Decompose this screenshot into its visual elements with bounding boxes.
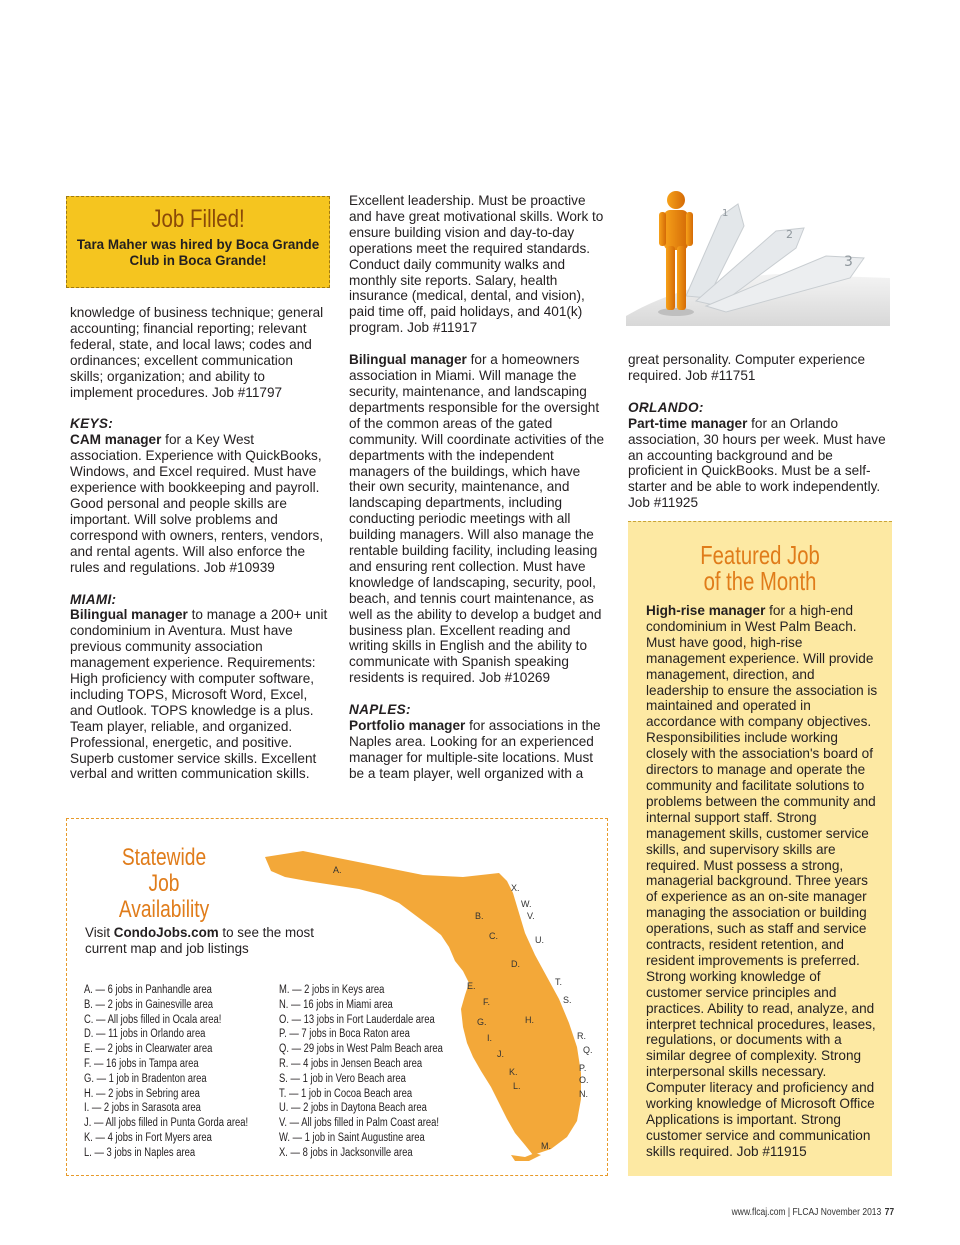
list-item: L. — 3 jobs in Naples area <box>84 1146 196 1159</box>
map-label: L. <box>513 1081 521 1091</box>
list-item: E. — 2 jobs in Clearwater area <box>84 1043 213 1056</box>
map-title-line1: Statewide Job <box>121 844 207 897</box>
list-item: T. — 1 job in Cocoa Beach area <box>279 1087 413 1100</box>
map-label: V. <box>527 911 535 921</box>
arrow-number-2: 2 <box>786 228 793 241</box>
map-label: P. <box>579 1063 587 1073</box>
list-item: S. — 1 job in Vero Beach area <box>279 1072 406 1085</box>
keys-job-title: CAM manager <box>70 432 162 448</box>
map-label: O. <box>579 1075 589 1085</box>
map-label: E. <box>467 981 476 991</box>
map-label: M. <box>541 1141 551 1151</box>
col1-intro: knowledge of business technique; general accounting; financial reporting; relevant federal, state, and local laws; codes and ordinances; excellent communication skills; organization; and ability to implement procedures. Job #11797 <box>70 305 324 400</box>
bilingual-job-title: Bilingual manager <box>349 352 467 368</box>
orlando-job-title: Part-time manager <box>628 415 748 431</box>
list-item: I. — 2 jobs in Sarasota area <box>84 1102 201 1115</box>
featured-job-text: for a high-end condominium in West Palm Beach. Must have good, high-rise management experience. Will provide management, direction, and leadership to ensure the association is maintained and operated in accordance with company objectives. Responsibilities include working closely with the association's board of directors to manage and operate the community and facilitate solutions to problems between the community and internal support staff. Strong management skills, customer service skills, and supervisory skills are required. Must possess a strong, managerial background. Three years of experience as an on-site manager managing the association or building operations, such as staff and service contracts, resident retention, and resident improvements is preferred. Strong working knowledge of customer service principles and practices. Ability to read, analyze, and interpret technical procedures, leases, regulations, or documents with a similar degree of complexity. Strong interpersonal skills necessary. Computer literacy and proficiency and working knowledge of Microsoft Office Applications is important. Strong customer service and communication skills required. Job #11915 <box>646 603 878 1159</box>
map-label: J. <box>497 1049 505 1059</box>
map-label: D. <box>511 959 520 969</box>
list-item: R. — 4 jobs in Jensen Beach area <box>279 1057 423 1070</box>
map-label: T. <box>555 977 563 987</box>
miami-heading: MIAMI: <box>70 591 117 607</box>
map-label: C. <box>489 931 498 941</box>
list-item: H. — 2 jobs in Sebring area <box>84 1087 200 1100</box>
col3-intro: great personality. Computer experience required. Job #11751 <box>628 352 866 383</box>
crossroads-illustration <box>626 186 890 326</box>
orlando-listing <box>628 416 890 511</box>
map-label: B. <box>475 911 484 921</box>
list-item: M. — 2 jobs in Keys area <box>279 984 385 996</box>
list-item: X. — 8 jobs in Jacksonville area <box>279 1146 413 1159</box>
footer-text: www.flcaj.com | FLCAJ November 2013 <box>731 1207 882 1218</box>
keys-job-text: for a Key West association. Experience with QuickBooks, Windows, and Excel required. Must have experience with bookkeeping and payroll. Good personal and people skills are important. Will solve problems and correspond with owners, renters, vendors, and rental agents. Will also enforce the rules and regulations. Job #10939 <box>70 432 324 575</box>
list-item: G. — 1 job in Bradenton area <box>84 1072 207 1085</box>
arrow-number-1: 1 <box>722 208 729 219</box>
naples-job-text: for associations in the Naples area. Looking for an experienced manager for multiple-site locations. Must be a team player, well organized with a <box>349 718 601 781</box>
map-title <box>112 845 216 923</box>
list-item: K. — 4 jobs in Fort Myers area <box>84 1131 212 1144</box>
list-item: P. — 7 jobs in Boca Raton area <box>279 1028 410 1041</box>
keys-listing <box>70 432 328 575</box>
map-label: U. <box>535 935 544 945</box>
list-item: O. — 13 jobs in Fort Lauderdale area <box>279 1013 435 1026</box>
map-label: I. <box>487 1033 493 1043</box>
column-2 <box>349 193 607 782</box>
keys-shape <box>511 1153 541 1161</box>
col2-intro: Excellent leadership. Must be proactive and have great motivational skills. Work to ensure building vision and day-to-day operations meet the required standards. Conduct daily community walks and monthly site reports. Salary, health insurance (medical, dental, and vision), paid time off, paid holidays, and 401(k) program. Job #11917 <box>349 193 604 336</box>
map-label: G. <box>477 1017 487 1027</box>
featured-listing <box>646 603 878 1160</box>
featured-title-line2: of the Month <box>703 566 817 596</box>
naples-job-title: Portfolio manager <box>349 718 466 734</box>
orlando-heading: ORLANDO: <box>628 399 704 415</box>
naples-heading: NAPLES: <box>349 702 411 718</box>
map-label: R. <box>577 1031 586 1041</box>
list-item: V. — All jobs filled in Palm Coast area! <box>279 1117 440 1130</box>
miami-listing <box>70 607 328 782</box>
job-list-left <box>84 983 248 1161</box>
featured-title <box>657 542 863 594</box>
map-label: S. <box>563 995 572 1005</box>
job-filled-text: Tara Maher was hired by Boca Grande Club in Boca Grande! <box>76 237 320 268</box>
list-item: C. — All jobs filled in Ocala area! <box>84 1013 222 1026</box>
map-label: W. <box>521 899 532 909</box>
page-number: 77 <box>884 1207 894 1218</box>
list-item: Q. — 29 jobs in West Palm Beach area <box>279 1043 443 1056</box>
map-label: A. <box>333 865 342 875</box>
job-filled-box <box>66 196 330 288</box>
list-item: A. — 6 jobs in Panhandle area <box>84 984 212 996</box>
column-3 <box>628 352 890 511</box>
orlando-job-text: for an Orlando association, 30 hours per week. Must have an accounting background and be proficient in QuickBooks. Must be a self-starter and be able to work independently. Job #11925 <box>628 415 886 511</box>
page-footer <box>732 1207 894 1218</box>
keys-heading: KEYS: <box>70 416 114 432</box>
statewide-map-box <box>66 818 608 1176</box>
list-item: F. — 16 jobs in Tampa area <box>84 1057 199 1070</box>
map-title-line2: Availability <box>118 896 210 923</box>
bilingual-listing <box>349 352 607 686</box>
featured-job-title: High-rise manager <box>646 603 766 618</box>
job-list-right <box>279 983 443 1161</box>
naples-listing <box>349 718 607 782</box>
column-1 <box>70 305 328 782</box>
featured-title-line1: Featured Job <box>700 540 820 570</box>
miami-job-title: Bilingual manager <box>70 607 188 623</box>
map-label: K. <box>509 1067 518 1077</box>
map-label: H. <box>525 1015 534 1025</box>
map-label: F. <box>483 997 491 1007</box>
map-label: Q. <box>583 1045 593 1055</box>
map-label: N. <box>579 1089 588 1099</box>
map-visit-text: Visit CondoJobs.com to see the most current map and job listings <box>85 925 314 956</box>
list-item: N. — 16 jobs in Miami area <box>279 998 393 1011</box>
miami-job-text: to manage a 200+ unit condominium in Aventura. Must have previous community association management experience. Requirements: High proficiency with computer software, including TOPS, Microsoft Word, Excel, and Outlook. TOPS knowledge is a plus. Team player, reliable, and organized. Professional, energetic, and positive. Superb customer service skills. Excellent verbal and written communication skills. <box>70 607 328 782</box>
list-item: U. — 2 jobs in Daytona Beach area <box>279 1102 427 1115</box>
list-item: J. — All jobs filled in Punta Gorda area! <box>84 1117 249 1130</box>
bilingual-job-text: for a homeowners association in Miami. Will manage the security, maintenance, and landscaping departments responsible for the oversight of the common areas of the gated community. Will coordinate activities of the departments with the independent managers of the buildings, which have their own security, maintenance, and landscaping departments, including conducting periodic meetings with all building managers. Will also manage the rentable building facility, including leasing and ensuring rent collection. Must have knowledge of landscaping, security, pool, beach, and tennis court maintenance, as well as the ability to develop a budget and business plan. Excellent reading and writing skills in English and the ability to communicate with Spanish speaking residents is required. Job #10269 <box>349 352 605 686</box>
arrow-number-3: 3 <box>844 254 853 270</box>
list-item: W. — 1 job in Saint Augustine area <box>279 1131 425 1144</box>
featured-job-box <box>628 521 892 1176</box>
list-item: B. — 2 jobs in Gainesville area <box>84 998 213 1011</box>
map-label: X. <box>511 883 520 893</box>
list-item: D. — 11 jobs in Orlando area <box>84 1028 206 1041</box>
job-filled-title: Job Filled! <box>151 205 245 233</box>
condojobs-link[interactable]: CondoJobs.com <box>113 925 219 940</box>
